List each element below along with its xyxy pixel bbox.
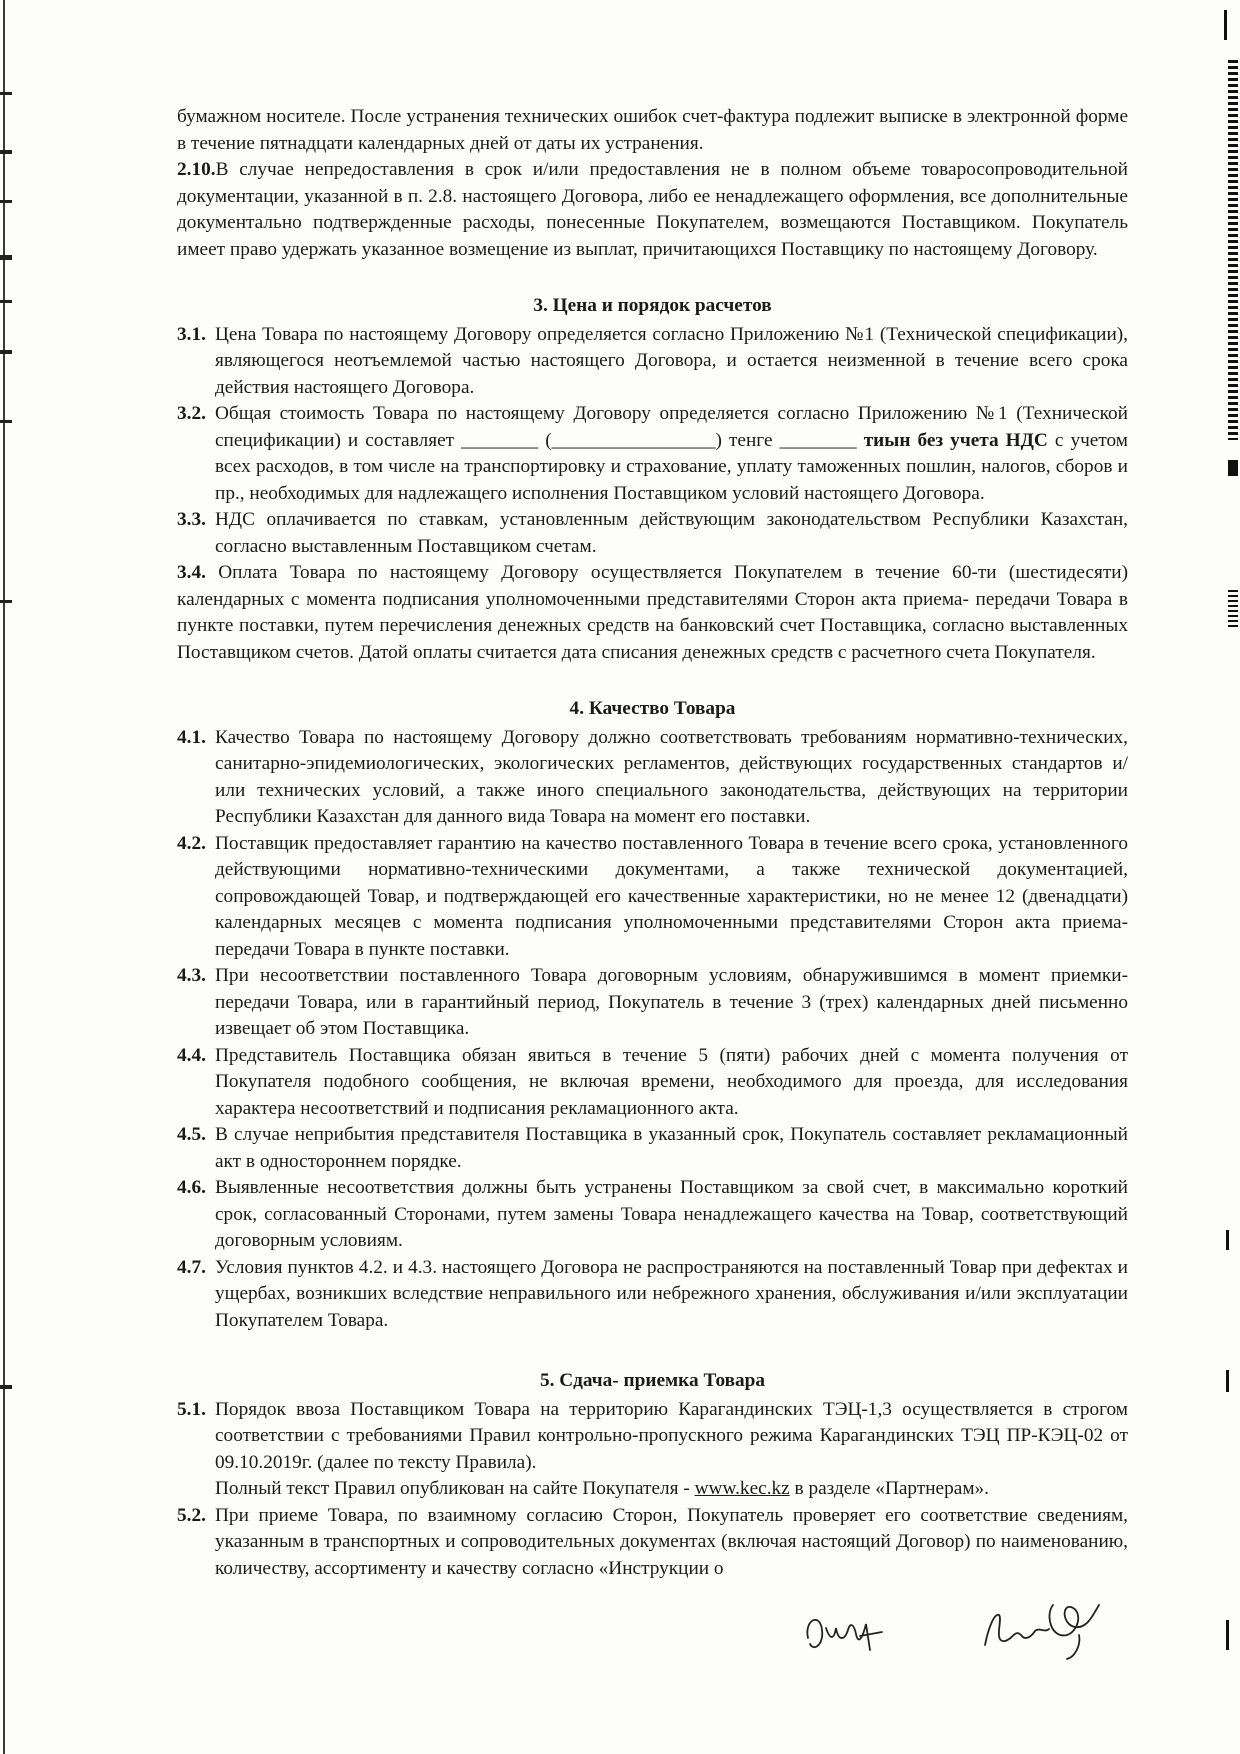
section-4-heading: 4. Качество Товара: [569, 698, 736, 719]
clause-text: Цена Товара по настоящему Договору определяется согласно Приложению №1 (Технической спецификации), являющегося неотъемлемой частью настоящего Договора, и остается неизменной в течение всего срока действия настоящего Договора.: [215, 323, 1128, 398]
rules-note-text: Полный текст Правил опубликован на сайте Покупателя -: [215, 1478, 690, 1499]
paragraph-continuation: бумажном носителе. После устранения технических ошибок счет-фактура подлежит выписке в электронной форме в течение пятнадцати календарных дней от даты их устранения.: [177, 106, 1128, 154]
clause-number: 5.2.: [177, 1504, 206, 1526]
clause-4-7: [177, 1255, 1128, 1335]
clause-4-3: [177, 963, 1128, 1043]
clause-number: 3.1.: [177, 323, 206, 345]
clause-text: Выявленные несоответствия должны быть устранены Поставщиком за свой счет, в максимально короткий срок, согласованный Сторонами, путем замены Товара ненадлежащего качества на Товар, соответствующий договорным условиям.: [215, 1177, 1128, 1251]
clause-text-bold: тиын без учета НДС: [863, 429, 1048, 451]
clause-4-2: [177, 831, 1128, 964]
clause-text: с учетом всех расходов, в том числе на транспортировку и страхование, уплату таможенных пошлин, налогов, сборов и пр., необходимых для надлежащего исполнения Поставщиком условий настоящего Договора.: [215, 429, 1128, 504]
clause-number: 4.1.: [177, 726, 206, 748]
clause-4-1: [177, 725, 1128, 831]
clause-number: 3.2.: [177, 403, 206, 424]
clause-text: В случае неприбытия представителя Поставщика в указанный срок, Покупатель составляет рекламационный акт в одностороннем порядке.: [215, 1124, 1128, 1172]
clause-number: 4.5.: [177, 1124, 206, 1145]
clause-number: 3.3.: [177, 509, 206, 530]
clause-text: При приеме Товара, по взаимному согласию Сторон, Покупатель проверяет его соответствие сведениям, указанным в транспортных и сопроводительных документах (включая настоящий Договор) по наименованию, количеству, ассортименту и качеству согласно «Инструкции о: [215, 1504, 1128, 1579]
clause-5-1: [177, 1397, 1128, 1503]
signature-left: [800, 1600, 890, 1660]
signature-right: [975, 1585, 1115, 1665]
right-barcode-strip: [1222, 0, 1240, 1754]
clause-text: При несоответствии поставленного Товара договорным условиям, обнаружившимся в момент приемки-передачи Товара, или в гарантийный период, Покупатель в течение 3 (трех) календарных дней письменно извещает об этом Поставщика.: [215, 965, 1128, 1039]
clause-number: 3.4.: [177, 562, 206, 583]
clause-number: 4.2.: [177, 832, 206, 854]
website-link[interactable]: www.kec.kz: [694, 1478, 790, 1499]
clause-text: НДС оплачивается по ставкам, установленным действующим законодательством Республики Казахстан, согласно выставленным Поставщиком счетам.: [215, 509, 1128, 557]
clause-3-3: [177, 507, 1128, 560]
clause-number: 4.4.: [177, 1044, 206, 1066]
clause-number: 4.3.: [177, 965, 206, 986]
section-5-heading: 5. Сдача- приемка Товара: [539, 1370, 766, 1391]
clause-text: Качество Товара по настоящему Договору должно соответствовать требованиям нормативно-технических, санитарно-эпидемиологических, экологических регламентов, действующих государственных стандартов и/или технических условий, а также иного специального законодательства, действующих на территории Республики Казахстан для данного вида Товара на момент его поставки.: [215, 726, 1128, 827]
clause-text: Поставщик предоставляет гарантию на качество поставленного Товара в течение всего срока, установленного действующими нормативно-техническими документами, а также технической документацией, сопровождающей Товар, и подтверждающей его качественные характеристики, но не менее 12 (двенадцати) календарных месяцев с момента подписания уполномоченными представителями Сторон акта приема-передачи Товара в пункте поставки.: [215, 832, 1128, 960]
clause-3-2: [177, 401, 1128, 507]
left-scan-edge: [0, 0, 14, 1754]
clause-text: В случае непредоставления в срок и/или предоставления не в полном объеме товаросопроводительной документации, указанной в п. 2.8. настоящего Договора, либо ее ненадлежащего оформления, все дополнительные документально подтвержденные расходы, понесенные Покупателем, возмещаются Поставщиком. Покупатель имеет право удержать указанное возмещение из выплат, причитающихся Поставщику по настоящему Договору.: [177, 159, 1128, 260]
section-3-heading: 3. Цена и порядок расчетов: [533, 295, 772, 316]
document-body: [177, 104, 1128, 1582]
clause-number: 4.6.: [177, 1177, 206, 1198]
clause-4-4: [177, 1043, 1128, 1123]
clause-3-1: [177, 322, 1128, 402]
rules-note-text: в разделе «Партнерам».: [794, 1478, 989, 1499]
clause-number: 5.1.: [177, 1398, 206, 1420]
clause-5-2: [177, 1503, 1128, 1583]
clause-text: Порядок ввоза Поставщиком Товара на территорию Карагандинских ТЭЦ-1,3 осуществляется в строгом соответствии с требованиями Правил контрольно-пропускного режима Карагандинских ТЭЦ ПР-КЭЦ-02 от 09.10.2019г. (далее по тексту Правила).: [215, 1398, 1128, 1473]
clause-text: Оплата Товара по настоящему Договору осуществляется Покупателем в течение 60-ти (шестидесяти) календарных с момента подписания уполномоченными представителями Сторон акта приема- передачи Товара в пункте поставки, путем перечисления денежных средств на банковский счет Поставщика, согласно выставленных Поставщиком счетов. Датой оплаты считается дата списания денежных средств с расчетного счета Покупателя.: [177, 562, 1128, 663]
clause-text: Общая стоимость Товара по настоящему Договору определяется согласно Приложению №1 (Технической спецификации) и составляет ________ (_________________) тенге ________: [215, 403, 1128, 451]
clause-number: 4.7.: [177, 1256, 206, 1278]
clause-4-6: [177, 1175, 1128, 1255]
clause-text: Представитель Поставщика обязан явиться в течение 5 (пяти) рабочих дней с момента получения от Покупателя подобного сообщения, не включая времени, необходимого для проезда, для исследования характера несоответствий и подписания рекламационного акта.: [215, 1044, 1128, 1119]
clause-text: Условия пунктов 4.2. и 4.3. настоящего Договора не распространяются на поставленный Товар при дефектах и ущербах, возникших вследствие неправильного или небрежного хранения, обслуживания и/или эксплуатации Покупателем Товара.: [215, 1256, 1128, 1331]
clause-number: 2.10.: [177, 159, 216, 180]
clause-4-5: [177, 1122, 1128, 1175]
clause-2-10: [177, 157, 1128, 263]
clause-3-4: [177, 560, 1128, 666]
